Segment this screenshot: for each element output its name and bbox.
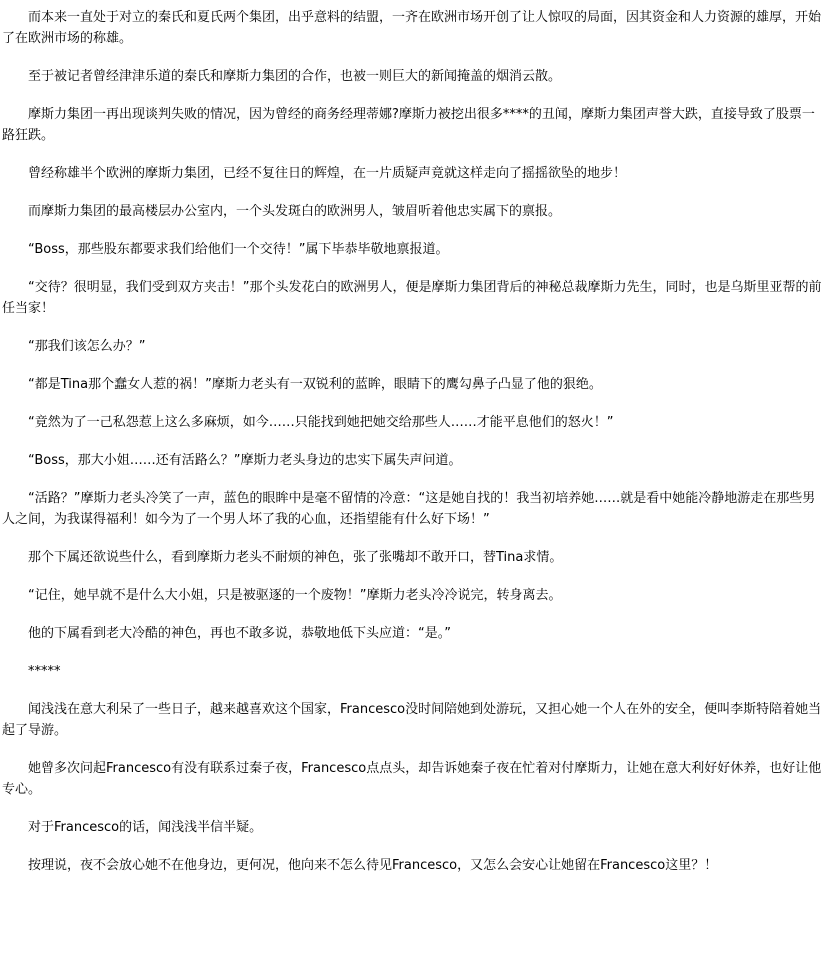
paragraph: 至于被记者曾经津津乐道的秦氏和摩斯力集团的合作，也被一则巨大的新闻掩盖的烟消云散。: [28, 69, 562, 84]
paragraph: 而本来一直处于对立的秦氏和夏氏两个集团，出乎意料的结盟，一齐在欧洲市场开创了让人惊叹的局面，因其资金和人力资源的雄厚，开始了在欧洲市场的称雄。: [2, 10, 822, 46]
paragraph: 他的下属看到老大冷酷的神色，再也不敢多说，恭敬地低下头应道：“是。”: [28, 626, 451, 641]
paragraph: 摩斯力集团一再出现谈判失败的情况，因为曾经的商务经理蒂娜?摩斯力被挖出很多****的丑闻，摩斯力集团声誉大跌，直接导致了股票一路狂跌。: [2, 107, 815, 143]
paragraph: 按理说，夜不会放心她不在他身边，更何况，他向来不怎么待见Francesco，又怎么会安心让她留在Francesco这里？！: [28, 858, 718, 873]
paragraph: 曾经称雄半个欧洲的摩斯力集团，已经不复往日的辉煌，在一片质疑声竟就这样走向了摇摇欲坠的地步！: [28, 166, 627, 181]
section-separator: *****: [28, 664, 61, 679]
paragraph: 对于Francesco的话，闻浅浅半信半疑。: [28, 820, 263, 835]
paragraph: “都是Tina那个蠢女人惹的祸！”摩斯力老头有一双锐利的蓝眸，眼睛下的鹰勾鼻子凸显了他的狠绝。: [28, 377, 602, 392]
paragraph: 闻浅浅在意大利呆了一些日子，越来越喜欢这个国家，Francesco没时间陪她到处游玩，又担心她一个人在外的安全，便叫李斯特陪着她当起了导游。: [2, 702, 822, 738]
paragraph: 那个下属还欲说些什么，看到摩斯力老头不耐烦的神色，张了张嘴却不敢开口，替Tina求情。: [28, 550, 563, 565]
paragraph: “竟然为了一己私怨惹上这么多麻烦，如今……只能找到她把她交给那些人……才能平息他们的怒火！”: [28, 415, 614, 430]
paragraph: “Boss，那些股东都要求我们给他们一个交待！”属下毕恭毕敬地禀报道。: [28, 242, 449, 257]
paragraph: “活路？”摩斯力老头冷笑了一声，蓝色的眼眸中是毫不留情的冷意：“这是她自找的！我当初培养她……就是看中她能冷静地游走在那些男人之间，为我谋得福利！如今为了一个男人坏了我的心血，还指望能有什么好下场！”: [2, 491, 816, 527]
paragraph: “Boss，那大小姐……还有活路么？”摩斯力老头身边的忠实下属失声问道。: [28, 453, 462, 468]
paragraph: 而摩斯力集团的最高楼层办公室内，一个头发斑白的欧洲男人，皱眉听着他忠实属下的禀报。: [28, 204, 562, 219]
paragraph: “交待？很明显，我们受到双方夹击！”那个头发花白的欧洲男人，便是摩斯力集团背后的神秘总裁摩斯力先生，同时，也是乌斯里亚帮的前任当家！: [2, 280, 822, 316]
paragraph: “记住，她早就不是什么大小姐，只是被驱逐的一个废物！”摩斯力老头冷冷说完，转身离去。: [28, 588, 562, 603]
paragraph: 她曾多次问起Francesco有没有联系过秦子夜，Francesco点点头，却告诉她秦子夜在忙着对付摩斯力，让她在意大利好好休养，也好让他专心。: [2, 761, 822, 797]
paragraph: “那我们该怎么办？”: [28, 339, 146, 354]
